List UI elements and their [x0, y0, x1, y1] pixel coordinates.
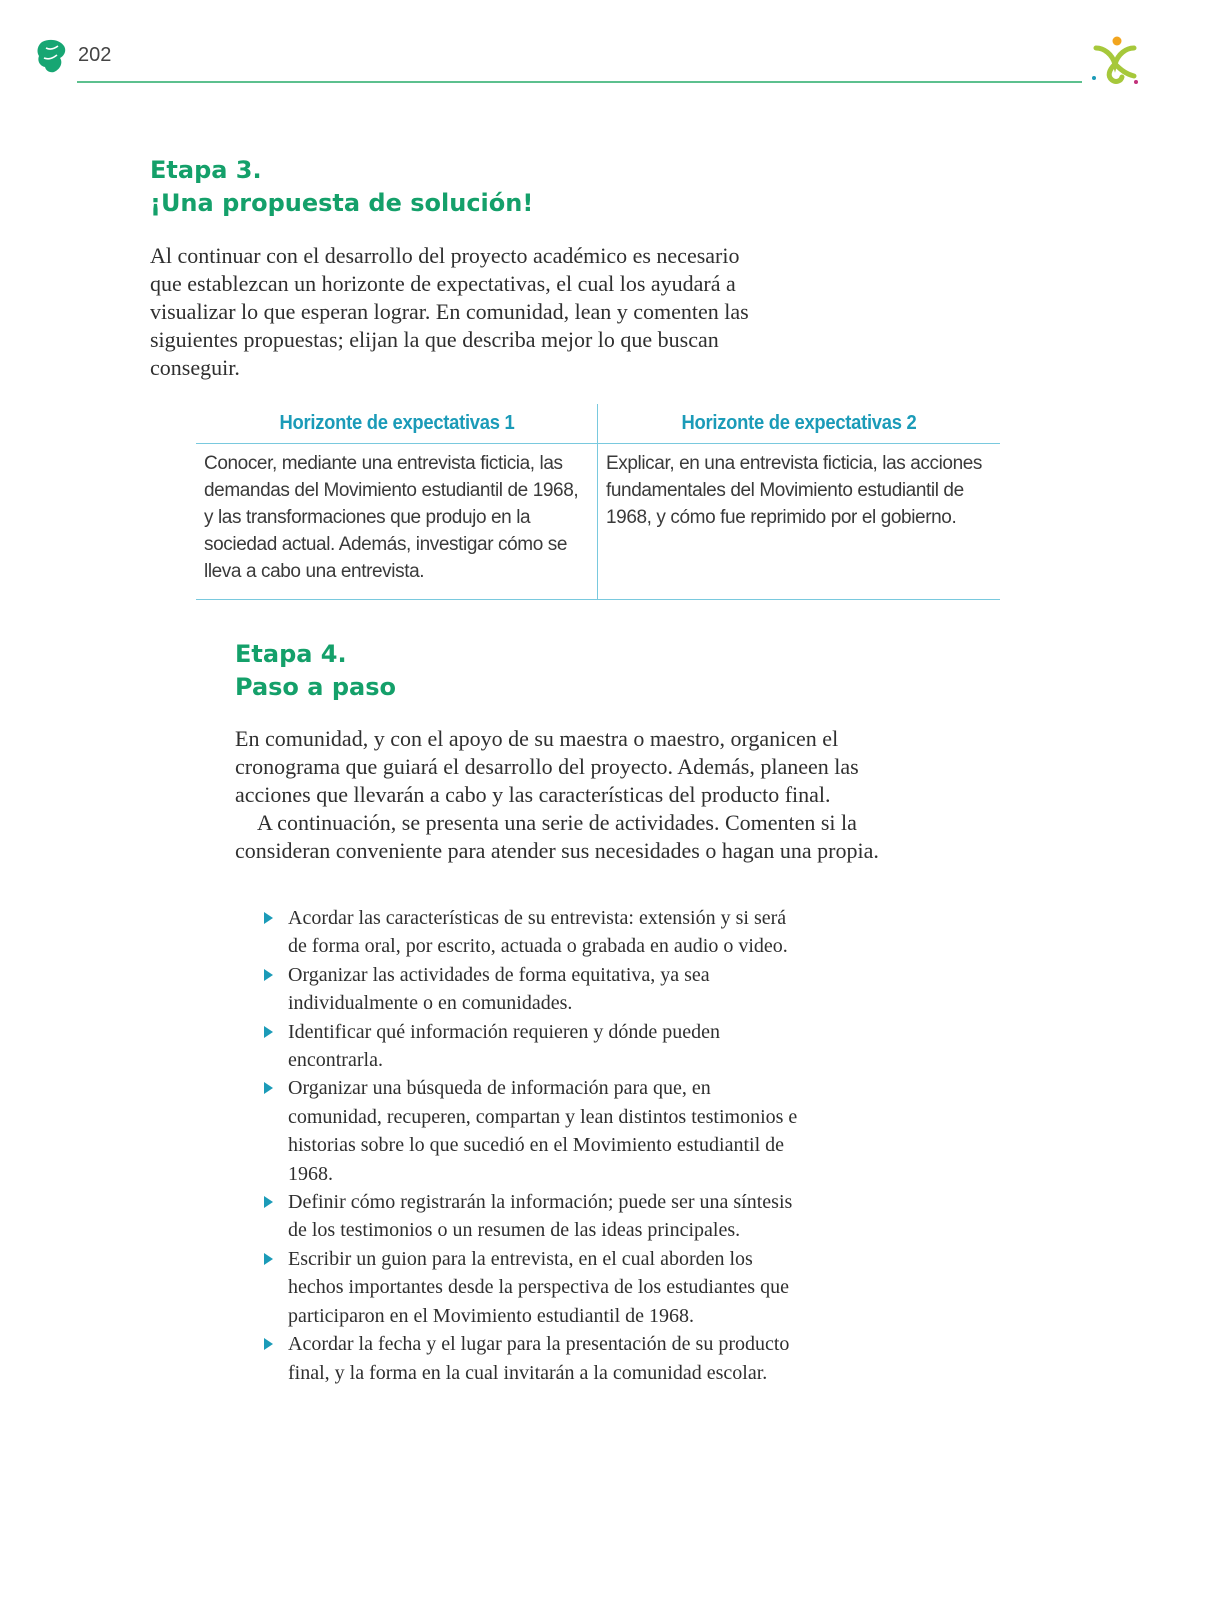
list-item [288, 1330, 808, 1387]
list-item [288, 904, 808, 961]
expectation-heading-1: Horizonte de expectativas 1 [279, 412, 515, 434]
expectation-column-2 [598, 404, 1000, 600]
activity-text: Definir cómo registrarán la información; puede ser una síntesis de los testimonios o un resumen de las ideas principales. [288, 1191, 793, 1242]
activity-text: Escribir un guion para la entrevista, en el cual aborden los hechos importantes desde la perspectiva de los estudiantes que participaron en el Movimiento estudiantil de 1968. [288, 1247, 789, 1327]
triangle-bullet-icon [264, 969, 273, 981]
expectation-text-2: Explicar, en una entrevista ficticia, las acciones fundamentales del Movimiento estudiantil de 1968, y cómo fue reprimido por el gobierno. [606, 453, 983, 528]
activities-list [288, 904, 808, 1387]
expectation-column-1 [196, 404, 598, 600]
expectation-heading-2: Horizonte de expectativas 2 [681, 412, 917, 434]
list-item [288, 1245, 808, 1330]
activity-text: Acordar la fecha y el lugar para la presentación de su producto final, y la forma en la cual invitarán a la comunidad escolar. [288, 1333, 790, 1384]
stage3-subtitle: ¡Una propuesta de solución! [150, 189, 534, 217]
triangle-bullet-icon [264, 1338, 273, 1350]
stylized-figure-emblem-icon [1090, 34, 1140, 86]
triangle-bullet-icon [264, 1082, 273, 1094]
stage3-paragraph: Al continuar con el desarrollo del proyecto académico es necesario que establezcan un horizonte de expectativas, el cual los ayudará a visualizar lo que esperan lograr. En comunidad, lean y comenten las siguientes propuestas; elijan la que describa mejor lo que buscan conseguir. [150, 243, 749, 380]
triangle-bullet-icon [264, 1026, 273, 1038]
activity-text: Acordar las características de su entrevista: extensión y si será de forma oral, por escrito, actuada o grabada en audio o video. [288, 907, 788, 958]
list-item [288, 1018, 808, 1075]
activity-text: Organizar las actividades de forma equitativa, ya sea individualmente o en comunidades. [288, 963, 710, 1015]
triangle-bullet-icon [264, 1253, 273, 1265]
header-rule [77, 81, 1082, 83]
triangle-bullet-icon [264, 912, 273, 924]
activity-text: Identificar qué información requieren y dónde pueden encontrarla. [288, 1020, 721, 1072]
table-header-rule [196, 443, 1000, 444]
green-leaf-logo-icon [36, 38, 68, 74]
page-number: 202 [78, 44, 112, 66]
table-bottom-rule [196, 599, 1000, 600]
list-item [288, 1074, 808, 1188]
list-item [288, 961, 808, 1018]
stage4-subtitle: Paso a paso [235, 673, 396, 701]
stage4-paragraph-2: A continuación, se presenta una serie de actividades. Comenten si la consideran conveniente para atender sus necesidades o hagan una propia. [235, 810, 879, 863]
expectation-text-1: Conocer, mediante una entrevista ficticia, las demandas del Movimiento estudiantil de 1968, y las transformaciones que produjo en la sociedad actual. Además, investigar cómo se lleva a cabo una entrevista. [204, 453, 579, 582]
expectations-table [196, 404, 1000, 600]
list-item [288, 1188, 808, 1245]
stage4-title: Etapa 4. [235, 640, 347, 668]
stage3-title: Etapa 3. [150, 156, 262, 184]
table-divider [597, 404, 598, 600]
activity-text: Organizar una búsqueda de información para que, en comunidad, recuperen, compartan y lean distintos testimonios e historias sobre lo que sucedió en el Movimiento estudiantil de 1968. [288, 1077, 798, 1185]
triangle-bullet-icon [264, 1196, 273, 1208]
stage4-paragraph-1: En comunidad, y con el apoyo de su maestra o maestro, organicen el cronograma que guiará el desarrollo del proyecto. Además, planeen las acciones que llevarán a cabo y las características del producto final. [235, 726, 859, 807]
